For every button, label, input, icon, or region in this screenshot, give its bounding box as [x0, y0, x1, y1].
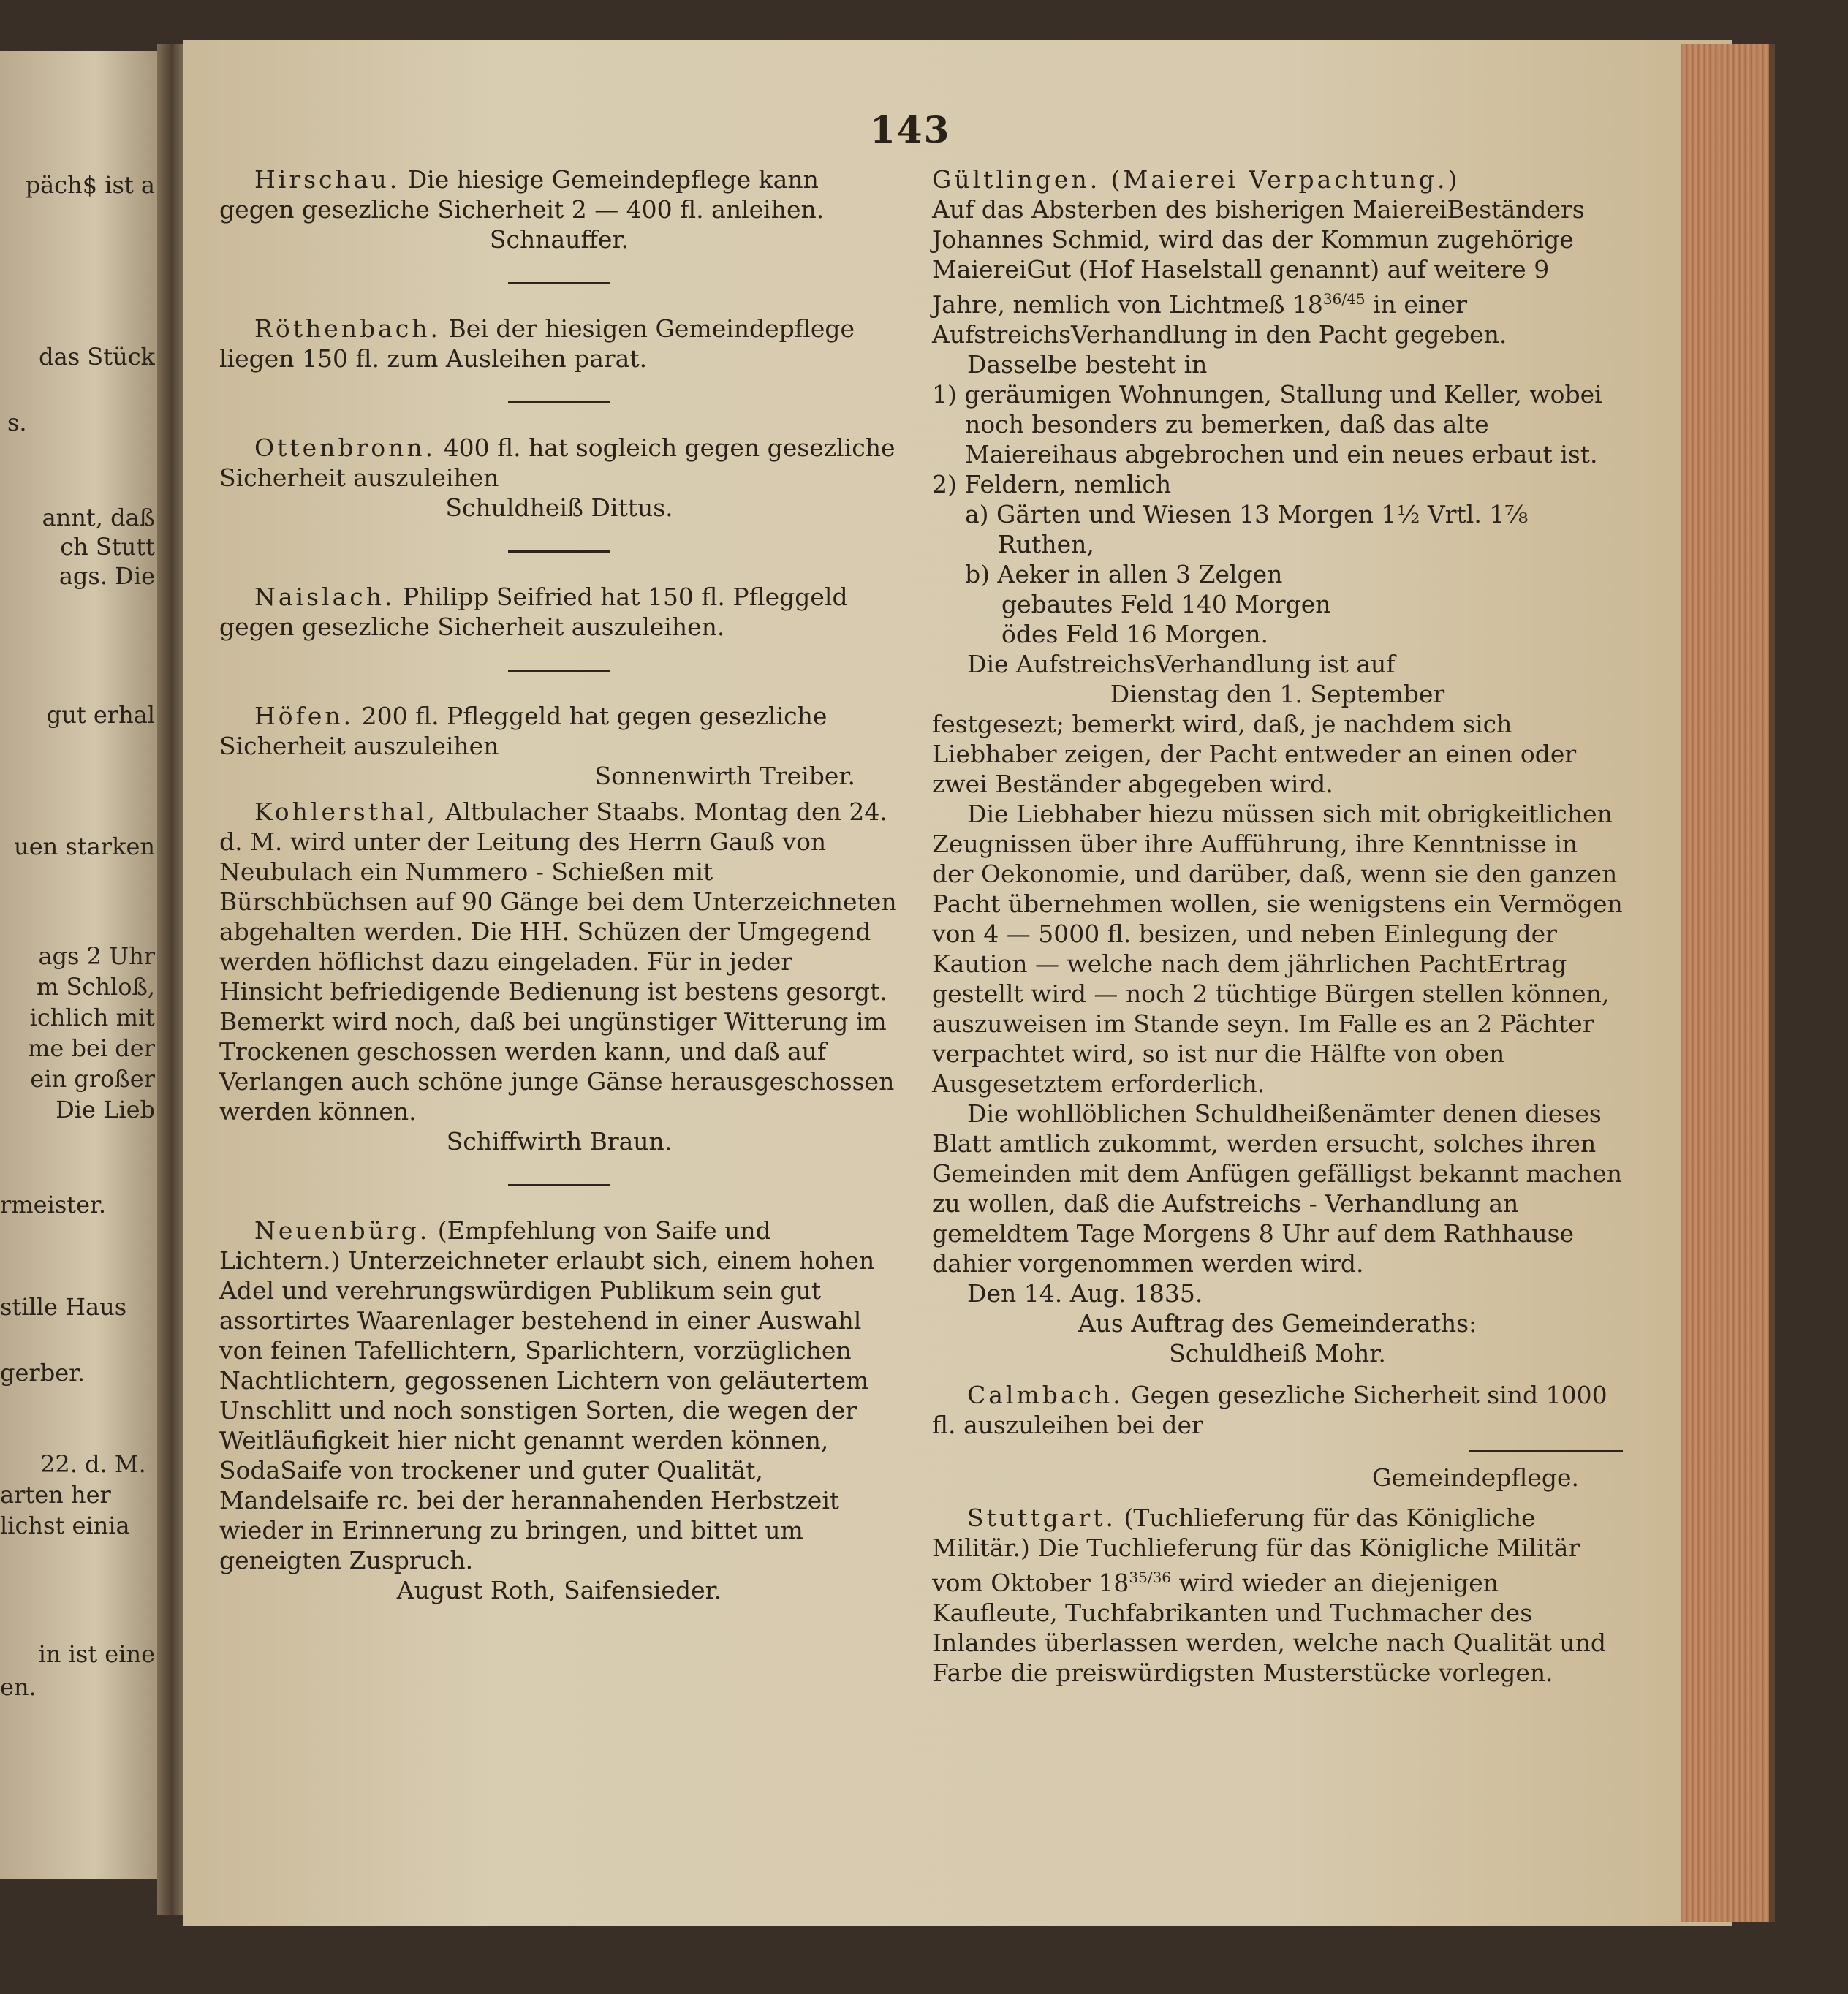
- list-item: 2) Feldern, nemlich: [932, 470, 1172, 498]
- notice-place: Röthenbach.: [254, 314, 442, 343]
- left-fragment: rmeister.: [0, 1191, 106, 1218]
- notice-calmbach: [932, 1380, 1623, 1493]
- notice-text: Die wohllöblichen Schuldheißenämter denen dieses Blatt amtlich zukommt, werden ersucht, solches ihren Gemeinden mit dem Anfügen gefälligst bekannt machen zu wollen, daß die Aufstreichs - Verhandlung an gemeldtem Tage Morgens 8 Uhr auf dem Rathhause dahier vorgenommen werden wird.: [932, 1099, 1622, 1278]
- notice-text: 400 fl. hat sogleich gegen gesezliche Sicherheit auszuleihen: [219, 433, 895, 492]
- notice-place: Naislach.: [254, 583, 395, 611]
- notice-naislach: [219, 582, 899, 642]
- list-subitem: gebautes Feld 140 Morgen: [1001, 590, 1331, 618]
- notice-place: Neuenbürg.: [254, 1216, 431, 1245]
- separator-rule: [508, 550, 610, 553]
- notice-ottenbronn: [219, 433, 899, 523]
- list-item: 1) geräumigen Wohnungen, Stallung und Keller, wobei noch besonders zu bemerken, daß das alte Maiereihaus abgebrochen und ein neues erbaut ist.: [932, 380, 1602, 469]
- notice-text: (Tuchlieferung für das Königliche Militär.) Die Tuchlieferung für das Königliche Militär vom Oktober 18: [932, 1504, 1580, 1597]
- auction-date: Dienstag den 1. September: [1110, 680, 1445, 708]
- notice-hoefen: [219, 701, 899, 791]
- left-fragment: ags. Die: [58, 563, 155, 589]
- left-fragment: stille Haus: [0, 1294, 127, 1320]
- left-fragment: arten her: [0, 1482, 111, 1508]
- notice-guetlingen: [932, 164, 1623, 1368]
- notice-signature: Aus Auftrag des Gemeinderaths:: [1078, 1309, 1477, 1338]
- left-fragment: en.: [0, 1674, 37, 1700]
- notice-text: wird wieder an diejenigen Kaufleute, Tuchfabrikanten und Tuchmacher des Inlandes überlassen werden, welche nach Qualität und Farbe die preiswürdigsten Musterstücke vorlegen.: [932, 1569, 1606, 1687]
- notice-date: Den 14. Aug. 1835.: [967, 1279, 1203, 1308]
- page-block-edge: [1681, 44, 1775, 1922]
- notice-text: in einer AufstreichsVerhandlung in den Pacht gegeben.: [932, 290, 1507, 349]
- notice-signature: Schuldheiß Mohr.: [1169, 1339, 1386, 1368]
- separator-rule: [508, 401, 610, 403]
- left-fragment: gerber.: [0, 1360, 86, 1386]
- notice-signature: Gemeindepflege.: [1372, 1463, 1579, 1492]
- left-fragment: s.: [7, 409, 27, 436]
- separator-rule: [508, 282, 610, 284]
- left-fragment: gut erhal: [46, 702, 155, 728]
- notice-stuttgart: [932, 1503, 1623, 1688]
- notice-text: festgesezt; bemerkt wird, daß, je nachdem sich Liebhaber zeigen, der Pacht entweder an einen oder zwei Beständer abgegeben wird.: [932, 710, 1577, 798]
- notice-text: Bei der hiesigen Gemeindepflege liegen 150 fl. zum Ausleihen parat.: [219, 314, 855, 373]
- left-fragment: annt, daß: [42, 504, 155, 531]
- list-subitem: ödes Feld 16 Morgen.: [1001, 620, 1269, 648]
- page-number: 143: [870, 108, 951, 151]
- left-fragment: 22. d. M.: [40, 1451, 146, 1477]
- notice-text: 200 fl. Pfleggeld hat gegen gesezliche Sicherheit auszuleihen: [219, 702, 828, 760]
- left-fragment: ein großer: [30, 1066, 155, 1092]
- left-column: [219, 164, 899, 1605]
- left-fragment: uen starken: [14, 833, 155, 860]
- left-fragment: päch$ ist a: [25, 172, 155, 198]
- notice-text: Gegen gesezliche Sicherheit sind 1000 fl. auszuleihen bei der: [932, 1381, 1607, 1439]
- notice-place: Calmbach.: [967, 1381, 1124, 1409]
- left-fragment: Die Lieb: [56, 1096, 155, 1123]
- left-fragment: m Schloß,: [36, 974, 155, 1000]
- notice-signature: August Roth, Saifensieder.: [396, 1576, 722, 1604]
- notice-kohlersthal: [219, 797, 899, 1156]
- notice-place: Höfen.: [254, 702, 355, 730]
- notice-text: Die hiesige Gemeindepflege kann gegen gesezliche Sicherheit 2 — 400 fl. anleihen.: [219, 165, 825, 224]
- notice-place: Hirschau.: [254, 165, 401, 194]
- list-subitem: a) Gärten und Wiesen 13 Morgen 1½ Vrtl. 1⅞ Ruthen,: [965, 500, 1529, 558]
- notice-place: Kohlersthal,: [254, 797, 438, 826]
- notice-signature: Sonnenwirth Treiber.: [594, 762, 855, 790]
- left-fragment: me bei der: [28, 1035, 155, 1061]
- year-fraction: 36/45: [1322, 290, 1366, 308]
- separator-rule: [508, 1184, 610, 1186]
- notice-text: Die Liebhaber hiezu müssen sich mit obrigkeitlichen Zeugnissen über ihre Aufführung, ihre Kenntnisse in der Oekonomie, und darüber, daß, wenn sie den ganzen Pacht übernehmen wollen, sie wenigstens ein Vermögen von 4 — 5000 fl. besizen, und neben Einlegung der Kaution — welche nach dem jährlichen PachtErtrag gestellt wird — noch 2 tüchtige Bürgen stellen können, auszuweisen im Stande seyn. Im Falle es an 2 Pächter verpachtet wird, so ist nur die Hälfte von oben Ausgesetztem erforderlich.: [932, 800, 1623, 1098]
- notice-text: Dasselbe besteht in: [967, 350, 1208, 379]
- notice-heading: Gültlingen. (Maierei Verpachtung.): [932, 165, 1461, 194]
- notice-place: Stuttgart.: [967, 1504, 1116, 1532]
- left-fragment: ags 2 Uhr: [38, 943, 155, 969]
- notice-text: Philipp Seifried hat 150 fl. Pfleggeld gegen gesezliche Sicherheit auszuleihen.: [219, 583, 848, 641]
- left-fragment: in ist eine: [38, 1641, 155, 1667]
- notice-text: (Empfehlung von Saife und Lichtern.) Unterzeichneter erlaubt sich, einem hohen Adel und verehrungswürdigen Publikum sein gut assortirtes Waarenlager bestehend in einer Auswahl von feinen Tafellichtern, Sparlichtern, vorzüglichen Nachtlichtern, gegossenen Lichtern von geläutertem Unschlitt und noch sonstigen Sorten, die wegen der Weitläufigkeit hier nicht genannt werden können, SodaSaife von trockener und guter Qualität, Mandelsaife rc. bei der herannahenden Herbstzeit wieder in Erinnerung zu bringen, und bittet um geneigten Zuspruch.: [219, 1216, 875, 1574]
- notice-text: Altbulacher Staabs. Montag den 24. d. M. wird unter der Leitung des Herrn Gauß von Neubulach ein Nummero - Schießen mit Bürschbüchsen auf 90 Gänge bei dem Unterzeichneten abgehalten werden. Die HH. Schüzen der Umgegend werden höflichst dazu eingeladen. Für in jeder Hinsicht befriedigende Bedienung ist bestens gesorgt. Bemerkt wird noch, daß bei ungünstiger Witterung im Trockenen geschossen werden kann, und daß auf Verlangen auch schöne junge Gänse herausgeschossen werden können.: [219, 797, 897, 1126]
- left-page-edge: [0, 51, 157, 1879]
- notice-text: Auf das Absterben des bisherigen MaiereiBeständers Johannes Schmid, wird das der Kommun zugehörige MaiereiGut (Hof Haselstall genannt) auf weitere 9 Jahre, nemlich von Lichtmeß 18: [932, 195, 1585, 319]
- left-fragment: das Stück: [39, 344, 155, 370]
- notice-signature: Schnauffer.: [489, 225, 629, 254]
- left-fragment: lichst einia: [0, 1512, 130, 1539]
- notice-text: Die AufstreichsVerhandlung ist auf: [967, 650, 1396, 678]
- notice-roethenbach: [219, 314, 899, 374]
- left-fragment: ch Stutt: [60, 534, 155, 560]
- book-gutter: [157, 44, 186, 1915]
- list-subitem: b) Aeker in allen 3 Zelgen: [965, 560, 1283, 588]
- notice-signature: Schiffwirth Braun.: [446, 1127, 673, 1156]
- notice-neuenbuerg: [219, 1216, 899, 1605]
- notice-hirschau: [219, 164, 899, 254]
- notice-signature: Schuldheiß Dittus.: [445, 493, 673, 522]
- year-fraction: 35/36: [1129, 1569, 1172, 1586]
- notice-place: Ottenbronn.: [254, 433, 436, 462]
- separator-rule: [508, 670, 610, 672]
- right-column: [932, 164, 1623, 1688]
- separator-rule: [1469, 1450, 1623, 1452]
- left-fragment: ichlich mit: [29, 1004, 155, 1031]
